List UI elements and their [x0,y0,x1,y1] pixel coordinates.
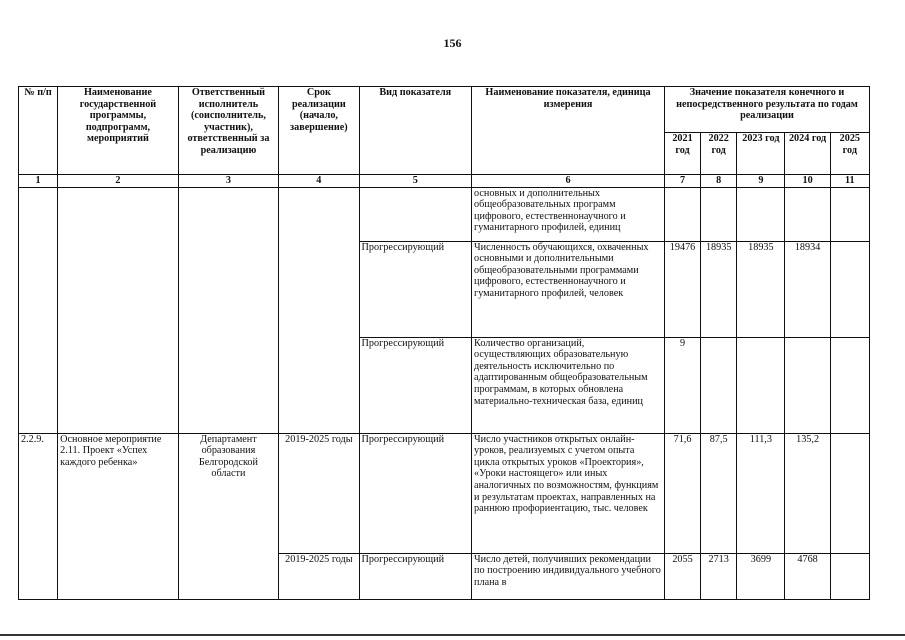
colnum: 4 [279,175,359,188]
colnum: 1 [19,175,58,188]
colnum: 2 [58,175,179,188]
colnum: 6 [472,175,665,188]
column-number-row [19,175,870,188]
cell-indicator-name: Численность обучающихся, охваченных основными и дополнительными общеобразовательными программами цифрового, естественнонаучного и гуманитарного профилей, человек [472,241,665,337]
cell-value-2021: 9 [664,337,700,433]
colnum: 5 [359,175,472,188]
cell-indicator-type [359,187,472,241]
cell-value-2024 [785,187,830,241]
cell-indicator-type: Прогрессирующий [359,433,472,553]
cell-value-2021: 71,6 [664,433,700,553]
cell-term: 2019-2025 годы [279,433,359,553]
header-num: № п/п [19,87,58,175]
cell-value-2022: 87,5 [701,433,737,553]
header-responsible: Ответственный исполнитель (соисполнитель, участник), ответственный за реализацию [178,87,278,175]
table-row [19,187,870,241]
scan-bottom-edge [0,634,905,636]
cell-value-2022: 18935 [701,241,737,337]
colnum: 9 [737,175,785,188]
cell-responsible [178,187,278,433]
colnum: 11 [830,175,869,188]
cell-program-name [58,187,179,433]
cell-indicator-name: Число детей, получивших рекомендации по построению индивидуального учебного плана в [472,553,665,599]
cell-value-2025 [830,553,869,599]
indicators-table [18,86,870,600]
colnum: 8 [701,175,737,188]
cell-value-2022: 2713 [701,553,737,599]
header-row [19,87,870,133]
cell-value-2025 [830,337,869,433]
cell-indicator-type: Прогрессирующий [359,337,472,433]
cell-value-2023 [737,337,785,433]
colnum: 3 [178,175,278,188]
cell-indicator-name: Количество организаций, осуществляющих образовательную деятельность исключительно по адаптированным общеобразовательным программам, в которых обновлена материально-техническая база, единиц [472,337,665,433]
header-values-group: Значение показателя конечного и непосредственного результата по годам реализации [664,87,869,133]
cell-value-2025 [830,241,869,337]
header-year-2021: 2021 год [664,133,700,175]
cell-value-2025 [830,187,869,241]
cell-indicator-name: основных и дополнительных общеобразовательных программ цифрового, естественнонаучного и гуманитарного профилей, единиц [472,187,665,241]
cell-program-name: Основное мероприятие 2.11. Проект «Успех каждого ребенка» [58,433,179,599]
cell-value-2024 [785,337,830,433]
cell-indicator-name: Число участников открытых онлайн-уроков, реализуемых с учетом опыта цикла открытых уроков «Проектория», «Уроки настоящего» или иных аналогичных по возможностям, функциям и результатам проектах, направленных на раннюю профориентацию, тыс. человек [472,433,665,553]
table-row [19,433,870,553]
cell-value-2021: 19476 [664,241,700,337]
cell-value-2021 [664,187,700,241]
colnum: 10 [785,175,830,188]
cell-value-2022 [701,187,737,241]
header-year-2025: 2025 год [830,133,869,175]
page-number: 156 [443,36,462,50]
cell-value-2021: 2055 [664,553,700,599]
cell-num: 2.2.9. [19,433,58,599]
header-year-2022: 2022 год [701,133,737,175]
header-year-2024: 2024 год [785,133,830,175]
cell-term: 2019-2025 годы [279,553,359,599]
cell-value-2024: 135,2 [785,433,830,553]
cell-indicator-type: Прогрессирующий [359,241,472,337]
cell-value-2023 [737,187,785,241]
cell-value-2025 [830,433,869,553]
cell-indicator-type: Прогрессирующий [359,553,472,599]
cell-value-2023: 3699 [737,553,785,599]
header-program-name: Наименование государственной программы, подпрограмм, мероприятий [58,87,179,175]
cell-num [19,187,58,433]
cell-term [279,187,359,433]
cell-value-2024: 18934 [785,241,830,337]
header-indicator-type: Вид показателя [359,87,472,175]
header-term: Срок реализации (начало, завершение) [279,87,359,175]
header-indicator-name: Наименование показателя, единица измерения [472,87,665,175]
colnum: 7 [664,175,700,188]
cell-responsible: Департамент образования Белгородской области [178,433,278,599]
cell-value-2024: 4768 [785,553,830,599]
cell-value-2023: 18935 [737,241,785,337]
cell-value-2022 [701,337,737,433]
header-year-2023: 2023 год [737,133,785,175]
cell-value-2023: 111,3 [737,433,785,553]
